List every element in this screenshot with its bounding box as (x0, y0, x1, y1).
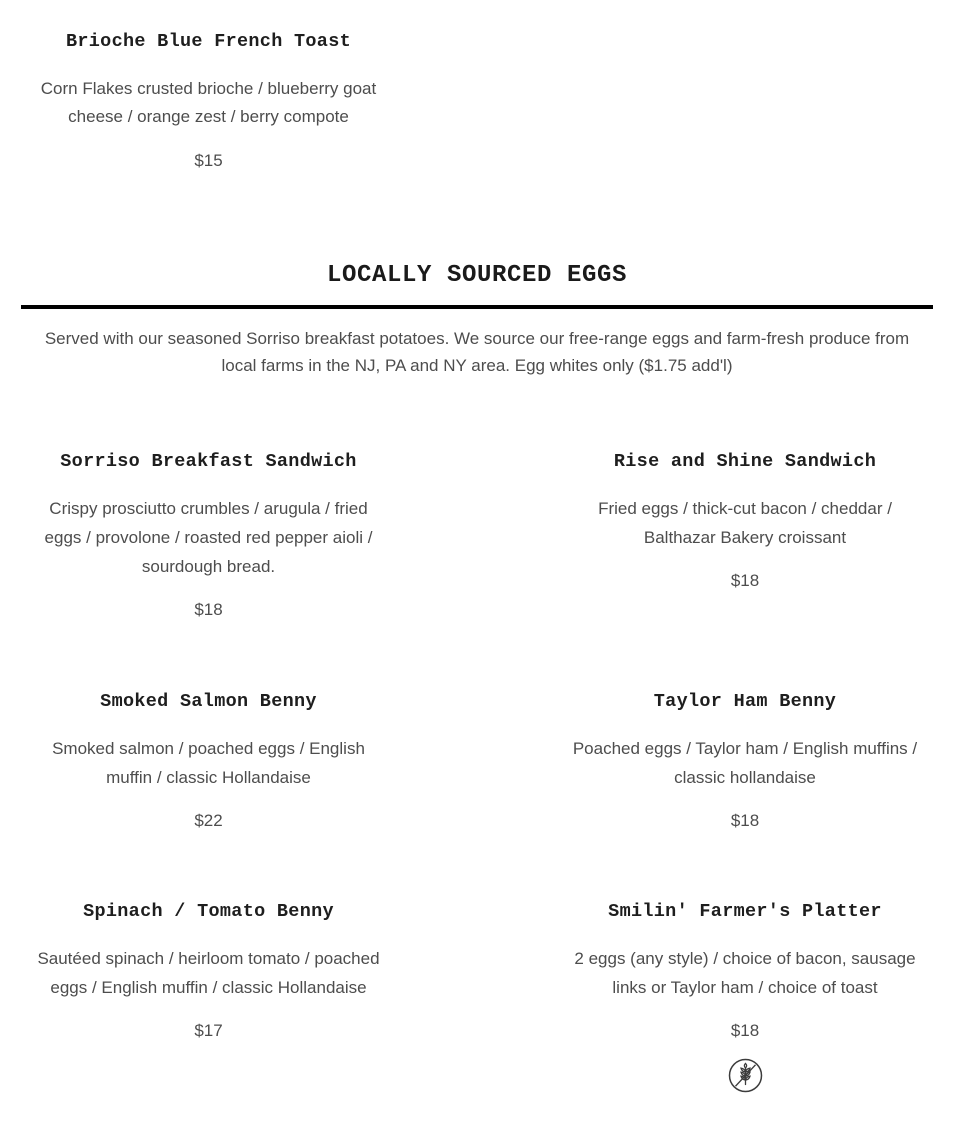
item-name: Rise and Shine Sandwich (613, 451, 877, 472)
section-intro (21, 325, 933, 379)
item-description (557, 944, 933, 1002)
item-price: $17 (194, 1021, 223, 1040)
menu-item-sorriso-breakfast-sandwich (21, 450, 396, 622)
section-title: LOCALLY SOURCED EGGS (326, 262, 628, 289)
item-name: Smoked Salmon Benny (100, 691, 317, 712)
item-description (21, 734, 396, 792)
item-description-line: eggs / provolone / roasted red pepper aioli / (44, 528, 373, 547)
item-description-line: sourdough bread. (141, 557, 276, 576)
section-intro-line: local farms in the NJ, PA and NY area. Egg whites only ($1.75 add'l) (221, 356, 733, 375)
menu-item-spinach-tomato-benny (21, 900, 396, 1043)
item-price: $18 (730, 811, 760, 830)
item-price: $22 (194, 811, 223, 830)
dietary-icon-wrap (557, 1058, 933, 1093)
menu-item-rise-and-shine-sandwich (557, 450, 933, 593)
item-description-line: Crispy prosciutto crumbles / arugula / fried (49, 499, 368, 518)
item-name: Brioche Blue French Toast (65, 31, 352, 52)
menu-item-taylor-ham-benny (557, 690, 933, 833)
item-name: Taylor Ham Benny (653, 691, 837, 712)
item-name: Smilin' Farmer's Platter (608, 901, 882, 922)
item-description-line: eggs / English muffin / classic Hollandaise (50, 978, 367, 997)
item-price: $18 (730, 571, 760, 590)
item-price: $18 (730, 1021, 760, 1040)
item-name: Spinach / Tomato Benny (83, 901, 334, 922)
section-intro-line: Served with our seasoned Sorriso breakfast potatoes. We source our free-range eggs and farm-fresh produce from (44, 329, 910, 348)
menu-item-brioche-blue-french-toast (21, 30, 396, 173)
menu-item-smilin-farmers-platter (557, 900, 933, 1093)
item-description-line: Sautéed spinach / heirloom tomato / poached (37, 949, 380, 968)
item-description (557, 734, 933, 792)
item-description-line: Poached eggs / Taylor ham / English muffins / (572, 739, 918, 758)
item-description (21, 75, 396, 131)
gluten-free-icon (728, 1058, 763, 1093)
item-description-line: Fried eggs / thick-cut bacon / cheddar / (598, 499, 892, 518)
item-description-line: links or Taylor ham / choice of toast (612, 978, 878, 997)
item-description (21, 494, 396, 581)
item-price: $15 (194, 151, 223, 170)
item-description-line: muffin / classic Hollandaise (106, 768, 311, 787)
item-description (557, 494, 933, 552)
menu-item-smoked-salmon-benny (21, 690, 396, 833)
item-description-line: classic hollandaise (674, 768, 816, 787)
item-name: Sorriso Breakfast Sandwich (60, 451, 357, 472)
item-description-line: cheese / orange zest / berry compote (68, 107, 349, 126)
item-description (21, 944, 396, 1002)
item-description-line: Smoked salmon / poached eggs / English (52, 739, 365, 758)
section-divider (21, 305, 933, 309)
item-description-line: Corn Flakes crusted brioche / blueberry goat (40, 79, 377, 98)
item-description-line: 2 eggs (any style) / choice of bacon, sausage (574, 949, 916, 968)
item-price: $18 (194, 600, 223, 619)
item-description-line: Balthazar Bakery croissant (643, 528, 847, 547)
